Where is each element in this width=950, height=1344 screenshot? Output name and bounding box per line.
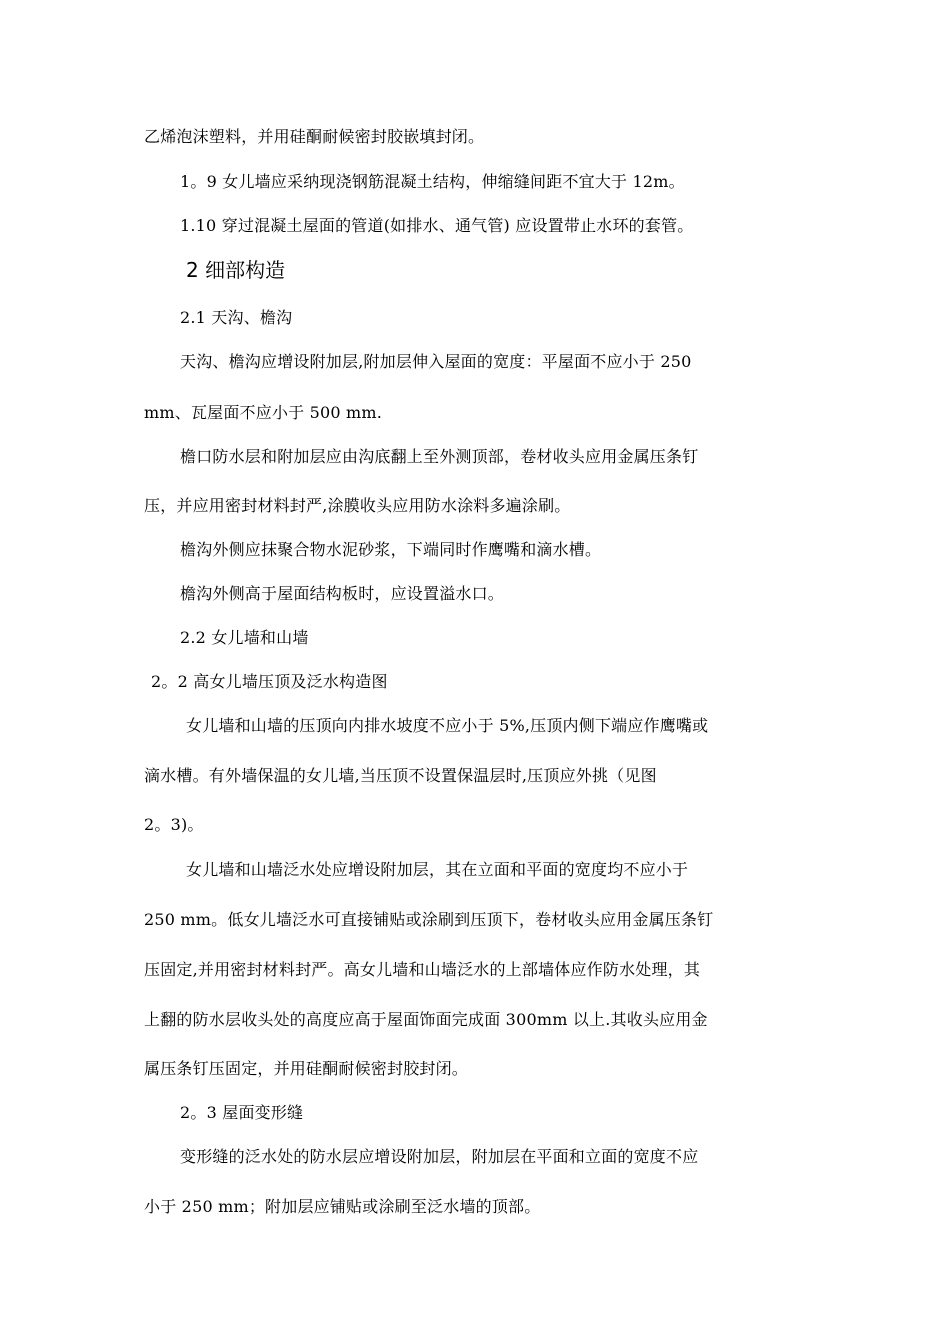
subsection-heading: 2.2 女儿墙和山墙 xyxy=(180,628,309,647)
paragraph-line: 压，并应用密封材料封严,涂膜收头应用防水涂料多遍涂刷。 xyxy=(144,496,571,515)
paragraph-line: 乙烯泡沫塑料，并用硅酮耐候密封胶嵌填封闭。 xyxy=(144,127,485,146)
paragraph-line: 滴水槽。有外墙保温的女儿墙,当压顶不设置保温层时,压顶应外挑（见图 xyxy=(144,766,657,785)
paragraph-line: 变形缝的泛水处的防水层应增设附加层，附加层在平面和立面的宽度不应 xyxy=(180,1147,699,1166)
paragraph-line: 压固定,并用密封材料封严。高女儿墙和山墙泛水的上部墙体应作防水处理，其 xyxy=(144,960,701,979)
paragraph-line: 1。9 女儿墙应采纳现浇钢筋混凝土结构，伸缩缝间距不宜大于 12m。 xyxy=(180,172,685,191)
subsection-heading: 2。3 屋面变形缝 xyxy=(180,1103,304,1122)
paragraph-line: 女儿墙和山墙泛水处应增设附加层，其在立面和平面的宽度均不应小于 xyxy=(186,860,689,879)
paragraph-line: 小于 250 mm；附加层应铺贴或涂刷至泛水墙的顶部。 xyxy=(144,1197,541,1216)
paragraph-line: 女儿墙和山墙的压顶向内排水坡度不应小于 5%,压顶内侧下端应作鹰嘴或 xyxy=(186,716,709,735)
paragraph-line: 250 mm。低女儿墙泛水可直接铺贴或涂刷到压顶下，卷材收头应用金属压条钉 xyxy=(144,910,714,929)
paragraph-line: 属压条钉压固定，并用硅酮耐候密封胶封闭。 xyxy=(144,1059,469,1078)
paragraph-line: 檐沟外侧高于屋面结构板时，应设置溢水口。 xyxy=(180,584,505,603)
paragraph-line: 2。3)。 xyxy=(144,815,204,834)
section-heading: 2 细部构造 xyxy=(186,258,286,282)
subsection-heading: 2.1 天沟、檐沟 xyxy=(180,308,293,327)
paragraph-line: 檐沟外侧应抹聚合物水泥砂浆，下端同时作鹰嘴和滴水槽。 xyxy=(180,540,602,559)
figure-caption: 2。2 高女儿墙压顶及泛水构造图 xyxy=(151,672,388,691)
paragraph-line: 上翻的防水层收头处的高度应高于屋面饰面完成面 300mm 以上.其收头应用金 xyxy=(144,1010,708,1029)
paragraph-line: 檐口防水层和附加层应由沟底翻上至外测顶部，卷材收头应用金属压条钉 xyxy=(180,447,699,466)
paragraph-line: 1.10 穿过混凝土屋面的管道(如排水、通气管) 应设置带止水环的套管。 xyxy=(180,216,694,235)
paragraph-line: 天沟、檐沟应增设附加层,附加层伸入屋面的宽度：平屋面不应小于 250 xyxy=(180,352,692,371)
paragraph-line: mm、瓦屋面不应小于 500 mm. xyxy=(144,403,383,422)
